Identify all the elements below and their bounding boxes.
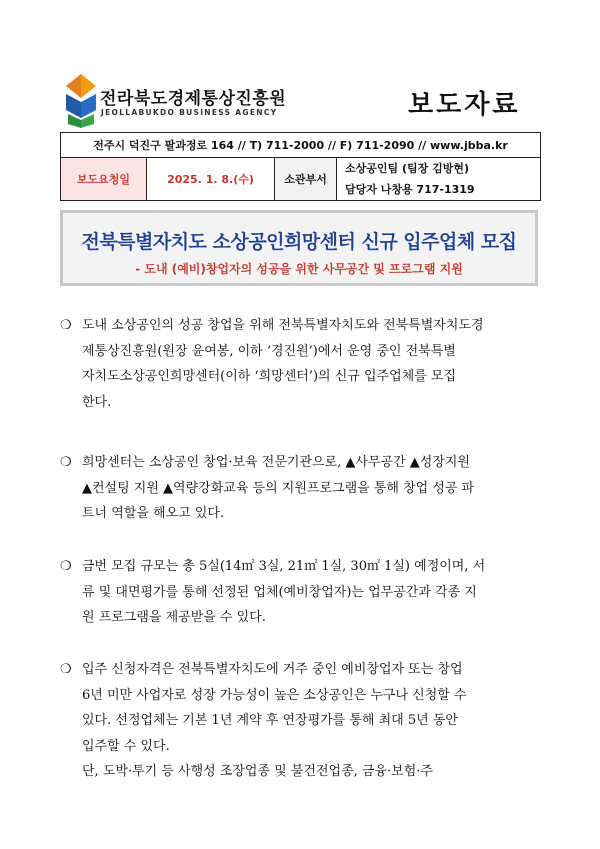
headline-box (60, 210, 538, 286)
paragraph-4 (60, 657, 546, 785)
paragraph-line: 입주 신청자격은 전북특별자치도에 거주 중인 예비창업자 또는 창업 (82, 662, 463, 677)
document-type-title: 보도자료 (408, 90, 521, 120)
dept-contact-person: 담당자 나창용 717-1319 (345, 183, 475, 196)
headline: 전북특별자치도 소상공인희망센터 신규 입주업체 모집 (81, 231, 517, 253)
paragraph-line: 원 프로그램을 제공받을 수 있다. (82, 610, 266, 625)
paragraph-line: 입주할 수 있다. (82, 738, 170, 754)
paragraph-line: 자치도소상공인희망센터(이하 ‘희망센터’)의 신규 입주업체를 모집 (82, 369, 457, 384)
paragraph-line: 있다. 선정업체는 기본 1년 계약 후 연장평가를 통해 최대 5년 동안 (82, 713, 458, 728)
agency-address: 전주시 덕진구 팔과정로 164 // T) 711-2000 // F) 711-2090 // www.jbba.kr (61, 133, 541, 158)
paragraph-line: 금번 모집 규모는 총 5실(14㎡ 3실, 21㎡ 1실, 30㎡ 1실) 예정이며, 서 (82, 559, 486, 574)
dept-label: 소관부서 (275, 158, 337, 201)
bullet-icon: ❍ (60, 559, 72, 574)
paragraph-2 (60, 450, 546, 527)
paragraph-1 (60, 313, 546, 415)
paragraph-line: 한다. (82, 394, 112, 410)
subheadline: - 도내 (예비)창업자의 성공을 위한 사무공간 및 프로그램 지원 (135, 262, 463, 276)
paragraph-line: 류 및 대면평가를 통해 선정된 업체(예비창업자)는 업무공간과 각종 지 (82, 584, 477, 600)
paragraph-3 (60, 554, 546, 631)
org-name-en: JEOLLABUKDO BUSINESS AGENCY (101, 108, 278, 117)
paragraph-line: 트너 역할을 해오고 있다. (82, 506, 225, 521)
bullet-icon: ❍ (60, 455, 72, 470)
paragraph-line: 희망센터는 소상공인 창업·보육 전문기관으로, ▲사무공간 ▲성장지원 (82, 455, 470, 470)
request-date-value: 2025. 1. 8.(수) (147, 158, 275, 201)
dept-team: 소상공인팀 (팀장 김방현) (345, 162, 469, 175)
paragraph-line: 단, 도박·투기 등 사행성 조장업종 및 불건전업종, 금융·보험·주 (82, 764, 433, 779)
paragraph-line: 6년 미만 사업자로 성장 가능성이 높은 소상공인은 누구나 신청할 수 (82, 687, 467, 703)
agency-logo-icon (64, 72, 98, 130)
contact-info-table (60, 132, 541, 201)
request-date-label: 보도요청일 (61, 158, 147, 201)
bullet-icon: ❍ (60, 662, 72, 677)
paragraph-line: ▲컨설팅 지원 ▲역량강화교육 등의 지원프로그램을 통해 창업 성공 파 (82, 480, 475, 496)
org-name-kr: 전라북도경제통상진흥원 (100, 89, 287, 109)
paragraph-line: 제통상진흥원(원장 윤여봉, 이하 ‘경진원’)에서 운영 중인 전북특별 (82, 343, 456, 359)
paragraph-line: 도내 소상공인의 성공 창업을 위해 전북특별자치도와 전북특별자치도경 (82, 318, 484, 333)
dept-contact-cell (337, 158, 541, 201)
bullet-icon: ❍ (60, 318, 72, 333)
